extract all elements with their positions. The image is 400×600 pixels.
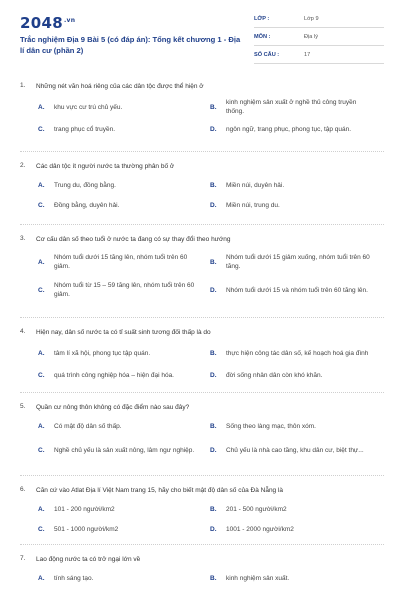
answer-label: C.: [38, 525, 45, 533]
answer-label: D.: [210, 286, 217, 294]
answer-option[interactable]: [210, 276, 382, 304]
answer-text: 201 - 500 người/km2: [226, 505, 287, 513]
answer-option[interactable]: [210, 119, 382, 139]
answer-label: A.: [38, 181, 45, 189]
answer-label: B.: [210, 422, 217, 430]
answer-label: B.: [210, 258, 217, 266]
logo-suffix: .vn: [63, 17, 76, 24]
meta-label: MÔN :: [254, 34, 271, 40]
answer-text: trang phục cổ truyền.: [54, 125, 116, 133]
question-header: [20, 553, 384, 564]
answer-label: C.: [38, 201, 45, 209]
answer-text: Có mật độ dân số thấp.: [54, 422, 122, 430]
answer-text: 1001 - 2000 người/km2: [226, 525, 294, 533]
answer-label: C.: [38, 286, 45, 294]
answer-text: quá trình công nghiệp hóa – hiện đại hóa.: [54, 371, 174, 379]
meta-row-count: [254, 50, 384, 64]
answer-option[interactable]: [210, 95, 382, 119]
question-text: Lao động nước ta có trở ngại lớn về: [36, 556, 141, 563]
answer-grid: [38, 248, 384, 304]
answer-text: tâm lí xã hội, phong tục tập quán.: [54, 349, 151, 357]
question-header: [20, 80, 384, 91]
answer-option[interactable]: [210, 195, 382, 215]
header: [20, 14, 384, 66]
answer-option[interactable]: [38, 248, 210, 276]
answer-option[interactable]: [38, 341, 210, 365]
question-item: [20, 160, 384, 225]
question-item: [20, 233, 384, 318]
question-item: [20, 326, 384, 393]
answer-option[interactable]: [210, 341, 382, 365]
question-number: 7.: [20, 555, 26, 562]
answer-option[interactable]: [38, 195, 210, 215]
answer-option[interactable]: [38, 519, 210, 539]
answer-grid: [38, 95, 384, 139]
answer-label: A.: [38, 103, 45, 111]
answer-option[interactable]: [38, 119, 210, 139]
answer-option[interactable]: [210, 365, 382, 385]
question-item: [20, 401, 384, 476]
answer-option[interactable]: [210, 436, 382, 464]
answer-label: D.: [210, 525, 217, 533]
answer-label: C.: [38, 125, 45, 133]
logo-text: 2048: [20, 14, 63, 32]
answer-grid: [38, 499, 384, 539]
meta-label: SỐ CÂU :: [254, 52, 280, 58]
answer-label: B.: [210, 103, 217, 111]
answer-label: A.: [38, 349, 45, 357]
answer-label: B.: [210, 505, 217, 513]
question-text: Những nét văn hoá riêng của các dân tộc được thể hiện ở: [36, 83, 204, 90]
answer-grid: [38, 416, 384, 464]
answer-option[interactable]: [38, 436, 210, 464]
quiz-title: Trắc nghiệm Địa 9 Bài 5 (có đáp án): Tổng kết chương 1 - Địa lí dân cư (phần 2): [20, 35, 241, 55]
answer-text: 101 - 200 người/km2: [54, 505, 115, 513]
answer-text: Nhóm tuổi dưới 15 giảm xuống, nhóm tuổi trên 60 tăng.: [226, 254, 370, 270]
answer-label: C.: [38, 371, 45, 379]
question-text: Quần cư nông thôn không có đặc điểm nào sau đây?: [36, 404, 190, 411]
question-header: [20, 233, 384, 244]
question-header: [20, 160, 384, 171]
answer-text: ngôn ngữ, trang phục, phong tục, tập quán.: [226, 125, 352, 133]
answer-label: B.: [210, 181, 217, 189]
answer-text: kinh nghiệm sản xuất ở nghề thủ công truyền thống.: [226, 99, 357, 115]
question-number: 3.: [20, 235, 26, 242]
answer-text: kinh nghiệm sản xuất.: [226, 574, 290, 582]
question-number: 5.: [20, 403, 26, 410]
answer-text: Trung du, đồng bằng.: [54, 181, 116, 189]
answer-grid: [38, 175, 384, 215]
question-list: [20, 80, 384, 593]
answer-text: Miền núi, trung du.: [226, 201, 280, 209]
answer-text: Nhóm tuổi từ 15 – 59 tăng lên, nhóm tuổi trên 60 giảm.: [54, 282, 195, 298]
answer-option[interactable]: [210, 519, 382, 539]
question-text: Các dân tộc ít người nước ta thường phân bố ở: [36, 163, 175, 170]
answer-label: B.: [210, 349, 217, 357]
answer-text: tính sáng tạo.: [54, 574, 94, 582]
site-logo[interactable]: [20, 14, 75, 32]
meta-value: 17: [304, 52, 311, 58]
question-number: 6.: [20, 486, 26, 493]
meta-label: LỚP :: [254, 16, 270, 22]
answer-option[interactable]: [38, 276, 210, 304]
answer-option[interactable]: [210, 248, 382, 276]
answer-option[interactable]: [210, 416, 382, 436]
answer-option[interactable]: [38, 568, 210, 588]
answer-label: A.: [38, 258, 45, 266]
answer-option[interactable]: [38, 365, 210, 385]
answer-option[interactable]: [38, 499, 210, 519]
quiz-meta: [254, 14, 384, 68]
answer-label: A.: [38, 574, 45, 582]
answer-text: 501 - 1000 người/km2: [54, 525, 119, 533]
question-header: [20, 326, 384, 337]
question-text: Căn cứ vào Atlat Địa lí Việt Nam trang 15, hãy cho biết mật độ dân số của Đà Nẵng là: [36, 487, 284, 494]
answer-option[interactable]: [38, 416, 210, 436]
answer-text: Miền núi, duyên hải.: [226, 181, 285, 189]
question-number: 4.: [20, 328, 26, 335]
answer-text: Nghề chủ yếu là sản xuất nông, lâm ngư nghiệp.: [54, 446, 195, 454]
meta-value: Lớp 9: [304, 16, 319, 22]
question-number: 1.: [20, 82, 26, 89]
answer-label: C.: [38, 446, 45, 454]
answer-text: Đồng bằng, duyên hải.: [54, 201, 120, 209]
question-item: [20, 484, 384, 545]
meta-row-subject: [254, 32, 384, 46]
question-header: [20, 401, 384, 412]
answer-label: B.: [210, 574, 217, 582]
answer-label: D.: [210, 371, 217, 379]
question-number: 2.: [20, 162, 26, 169]
question-header: [20, 484, 384, 495]
answer-label: D.: [210, 125, 217, 133]
answer-option[interactable]: [210, 568, 382, 588]
answer-label: A.: [38, 505, 45, 513]
question-text: Hiện nay, dân số nước ta có tỉ suất sinh tương đối thấp là do: [36, 329, 211, 336]
answer-text: Chủ yếu là nhà cao tầng, khu dân cư, biệt thự...: [226, 446, 364, 454]
answer-label: D.: [210, 446, 217, 454]
question-item: [20, 553, 384, 593]
answer-text: khu vực cư trú chủ yếu.: [54, 103, 123, 111]
answer-option[interactable]: [38, 95, 210, 119]
answer-label: A.: [38, 422, 45, 430]
answer-option[interactable]: [38, 175, 210, 195]
answer-text: Nhóm tuổi dưới 15 và nhóm tuổi trên 60 tăng lên.: [226, 286, 368, 294]
answer-grid: [38, 568, 384, 588]
meta-value: Địa lý: [304, 34, 318, 40]
answer-text: đời sống nhân dân còn khó khăn.: [226, 371, 323, 379]
answer-option[interactable]: [210, 175, 382, 195]
meta-row-class: [254, 14, 384, 28]
answer-text: thực hiện công tác dân số, kế hoạch hoá gia đình: [226, 349, 369, 357]
answer-option[interactable]: [210, 499, 382, 519]
question-item: [20, 80, 384, 152]
question-text: Cơ cấu dân số theo tuổi ở nước ta đang có sự thay đổi theo hướng: [36, 236, 231, 243]
answer-label: D.: [210, 201, 217, 209]
answer-grid: [38, 341, 384, 385]
answer-text: Sống theo làng mạc, thôn xóm.: [226, 422, 316, 430]
answer-text: Nhóm tuổi dưới 15 tăng lên, nhóm tuổi trên 60 giảm.: [54, 254, 188, 270]
